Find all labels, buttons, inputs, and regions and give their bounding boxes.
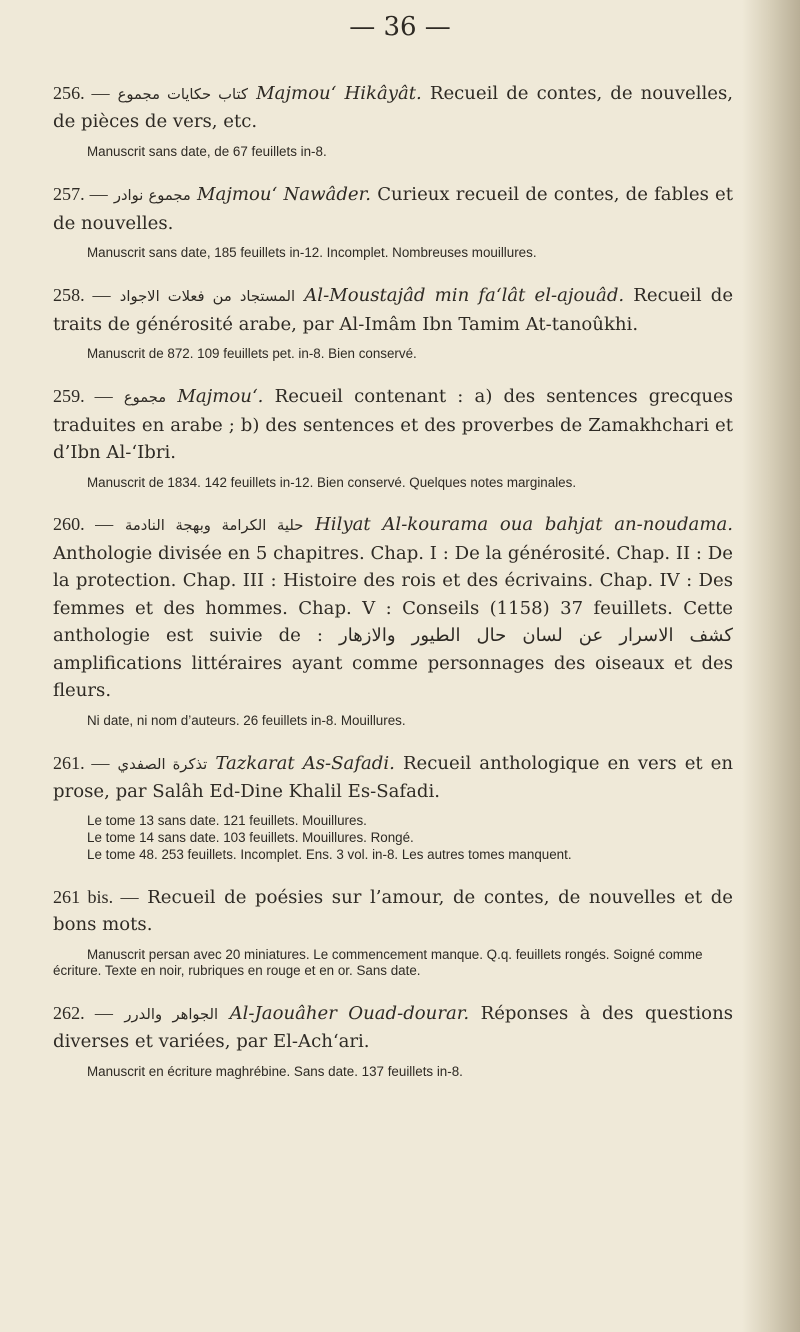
entry-heading (53, 181, 733, 237)
transliterated-title: Majmou‘ Nawâder. (196, 184, 371, 206)
entry-note: Manuscrit de 1834. 142 feuillets in-12. Bien conservé. Quelques notes marginales. (87, 474, 577, 490)
entry-note: Le tome 13 sans date. 121 feuillets. Mouillures. Le tome 14 sans date. 103 feuillets. Mouillures. Rongé. Le tome 48. 253 feuillets. Incomplet. Ens. 3 vol. in-8. Les autres tomes manquent. (87, 813, 572, 862)
entry-description: Recueil de traits de générosité arabe, par Al-Imâm Ibn Tamim At-tanoûkhi. (53, 285, 734, 335)
entry-description: Recueil de contes, de nouvelles, de pièces de vers, etc. (53, 83, 733, 133)
arabic-title: المستجاد من فعلات الاجواد (119, 288, 296, 306)
catalog-entry-257 (53, 181, 733, 262)
entry-number: 260. — (53, 514, 114, 535)
catalog-entry-260 (53, 511, 733, 729)
entry-number: 257. — (53, 184, 108, 205)
catalog-entry-262 (53, 1000, 733, 1081)
entry-heading (53, 884, 733, 939)
entry-note: Manuscrit en écriture maghrébine. Sans date. 137 feuillets in-8. (87, 1063, 463, 1079)
entry-description: Recueil contenant : a) des sentences grecques traduites en arabe ; b) des sentences et des proverbes de Zamakhchari et d’Ibn Al-‘Ibri. (53, 386, 734, 464)
page-number: — 36 — (349, 12, 451, 42)
entry-note: Manuscrit sans date, 185 feuillets in-12. Incomplet. Nombreuses mouillures. (87, 245, 537, 261)
catalog-entry-256 (53, 80, 733, 161)
arabic-title: مجموع نوادر (113, 187, 191, 205)
transliterated-title: Hilyat Al-kourama oua bahjat an-noudama. (315, 514, 733, 536)
arabic-title: مجموع (123, 389, 167, 407)
entry-description: Recueil de poésies sur l’amour, de contes, de nouvelles et de bons mots. (53, 886, 734, 936)
entry-note: Manuscrit persan avec 20 miniatures. Le commencement manque. Q.q. feuillets rongés. Soigné comme écriture. Texte en noir, rubriques en rouge et en or. Sans date. (53, 946, 703, 979)
arabic-title: كتاب حكايات مجموع (117, 86, 248, 103)
entry-number: 258. — (53, 285, 111, 306)
transliterated-title: Majmou‘. (177, 386, 264, 408)
entry-number: 259. — (53, 386, 113, 407)
entry-number: 262. — (53, 1002, 113, 1023)
transliterated-title: Al-Jaouâher Ouad-dourar. (229, 1002, 470, 1024)
transliterated-title: Tazkarat As-Safadi. (215, 752, 395, 774)
catalog-entry-259 (53, 383, 733, 491)
arabic-title: الجواهر والدرر (124, 1005, 219, 1023)
page-edge-shadow (742, 0, 800, 1332)
entry-heading (53, 511, 733, 704)
entry-description: Curieux recueil de contes, de fables et de nouvelles. (53, 184, 734, 234)
entry-note: Ni date, ni nom d’auteurs. 26 feuillets in-8. Mouillures. (87, 712, 406, 728)
entry-number: 261 bis. — (53, 886, 139, 907)
entry-description: Anthologie divisée en 5 chapitres. Chap. I : De la générosité. Chap. II : De la protection. Chap. III : Histoire des rois et des écrivains. Chap. IV : Des femmes et des hommes. Chap. V : Conseils (1158) 37 feuillets. Cette anthologie est suivie de : كشف الاسرار عن لسان حال الطيور والازهار amplifications littéraires ayant comme personnages des oiseaux et des fleurs. (53, 542, 733, 702)
catalog-entry-261-bis (53, 884, 733, 980)
catalog-entry-258 (53, 282, 733, 363)
arabic-title: تذكرة الصفدي (117, 755, 208, 773)
entry-note: Manuscrit sans date, de 67 feuillets in-8. (87, 143, 327, 159)
transliterated-title: Al-Moustajâd min fa‘lât el-ajouâd. (304, 285, 625, 307)
entry-heading (53, 750, 733, 806)
entry-description: Recueil anthologique en vers et en prose, par Salâh Ed-Dine Khalil Es-Safadi. (53, 752, 734, 802)
entry-heading (53, 1000, 733, 1056)
entry-heading (53, 383, 733, 466)
entry-number: 256. — (53, 83, 110, 103)
entry-note: Manuscrit de 872. 109 feuillets pet. in-8. Bien conservé. (87, 346, 417, 362)
catalog-entry-261 (53, 750, 733, 864)
entry-heading (53, 282, 733, 338)
entry-number: 261. — (53, 752, 110, 773)
entry-description: Réponses à des questions diverses et variées, par El-Ach‘ari. (53, 1002, 733, 1053)
entry-heading (53, 80, 733, 136)
transliterated-title: Majmou‘ Hikâyât. (256, 83, 422, 104)
arabic-title: حلية الكرامة وبهجة النادمة (124, 517, 304, 535)
